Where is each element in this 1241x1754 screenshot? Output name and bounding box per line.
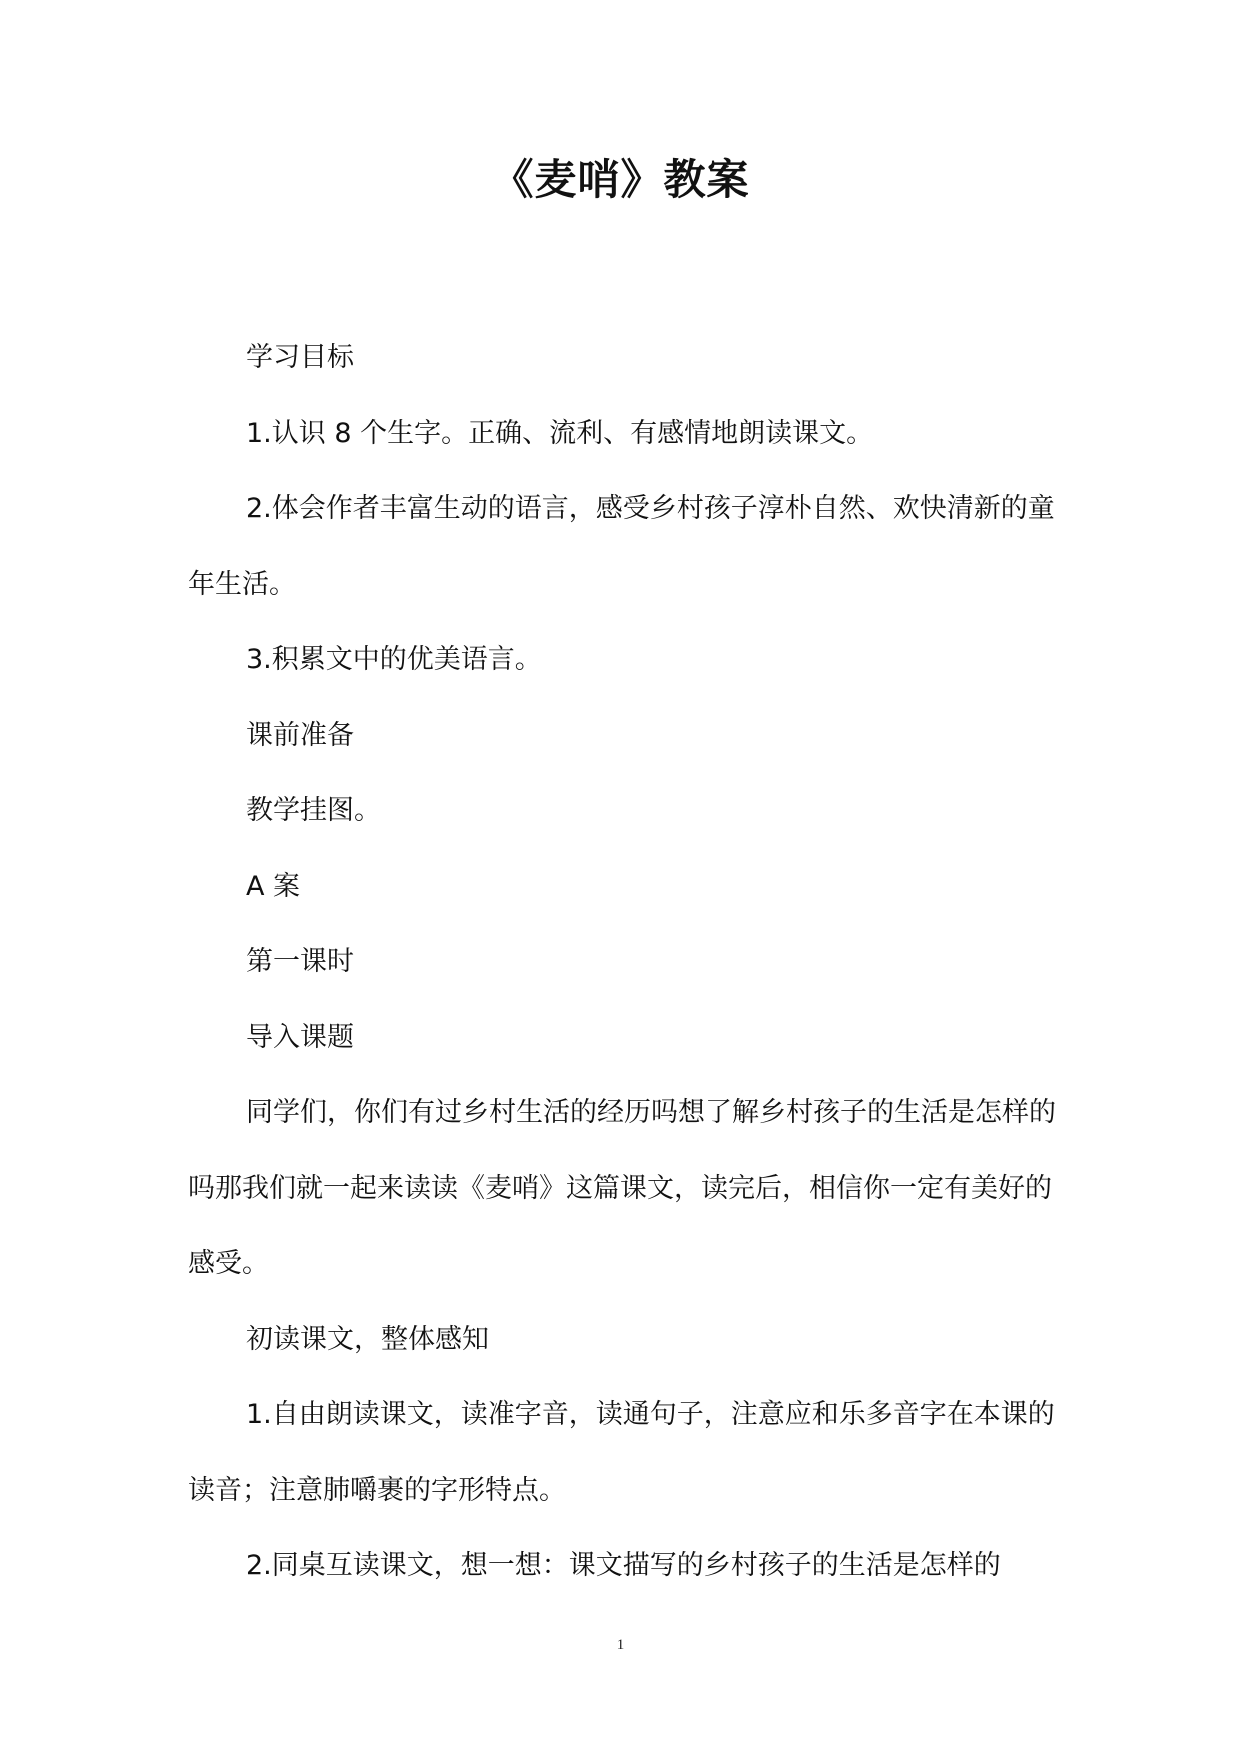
list-item: 3.积累文中的优美语言。: [246, 644, 542, 675]
section-heading: 第一课时: [246, 946, 354, 977]
page-title: 《麦哨》教案: [491, 155, 750, 204]
page-number: 1: [616, 1637, 625, 1653]
list-item: 1.认识 8 个生字。正确、流利、有感情地朗读课文。: [246, 417, 874, 449]
section-heading: 初读课文，整体感知: [246, 1323, 489, 1355]
section-heading: 学习目标: [246, 342, 354, 373]
paragraph: 教学挂图。: [246, 795, 381, 826]
section-heading: 课前准备: [246, 719, 354, 751]
document-body: [188, 320, 1058, 1604]
list-item: 2.同桌互读课文，想一想：课文描写的乡村孩子的生活是怎样的: [246, 1550, 1001, 1581]
paragraph: 同学们，你们有过乡村生活的经历吗想了解乡村孩子的生活是怎样的吗那我们就一起来读读《麦哨》这篇课文，读完后，相信你一定有美好的感受。: [188, 1097, 1056, 1279]
section-heading: A 案: [246, 870, 301, 902]
section-heading: 导入课题: [246, 1021, 354, 1053]
list-item: 2.体会作者丰富生动的语言，感受乡村孩子淳朴自然、欢快清新的童年生活。: [188, 493, 1055, 600]
list-item: 1.自由朗读课文，读准字音，读通句子，注意应和乐多音字在本课的读音；注意肺嚼裹的字形特点。: [188, 1399, 1055, 1506]
